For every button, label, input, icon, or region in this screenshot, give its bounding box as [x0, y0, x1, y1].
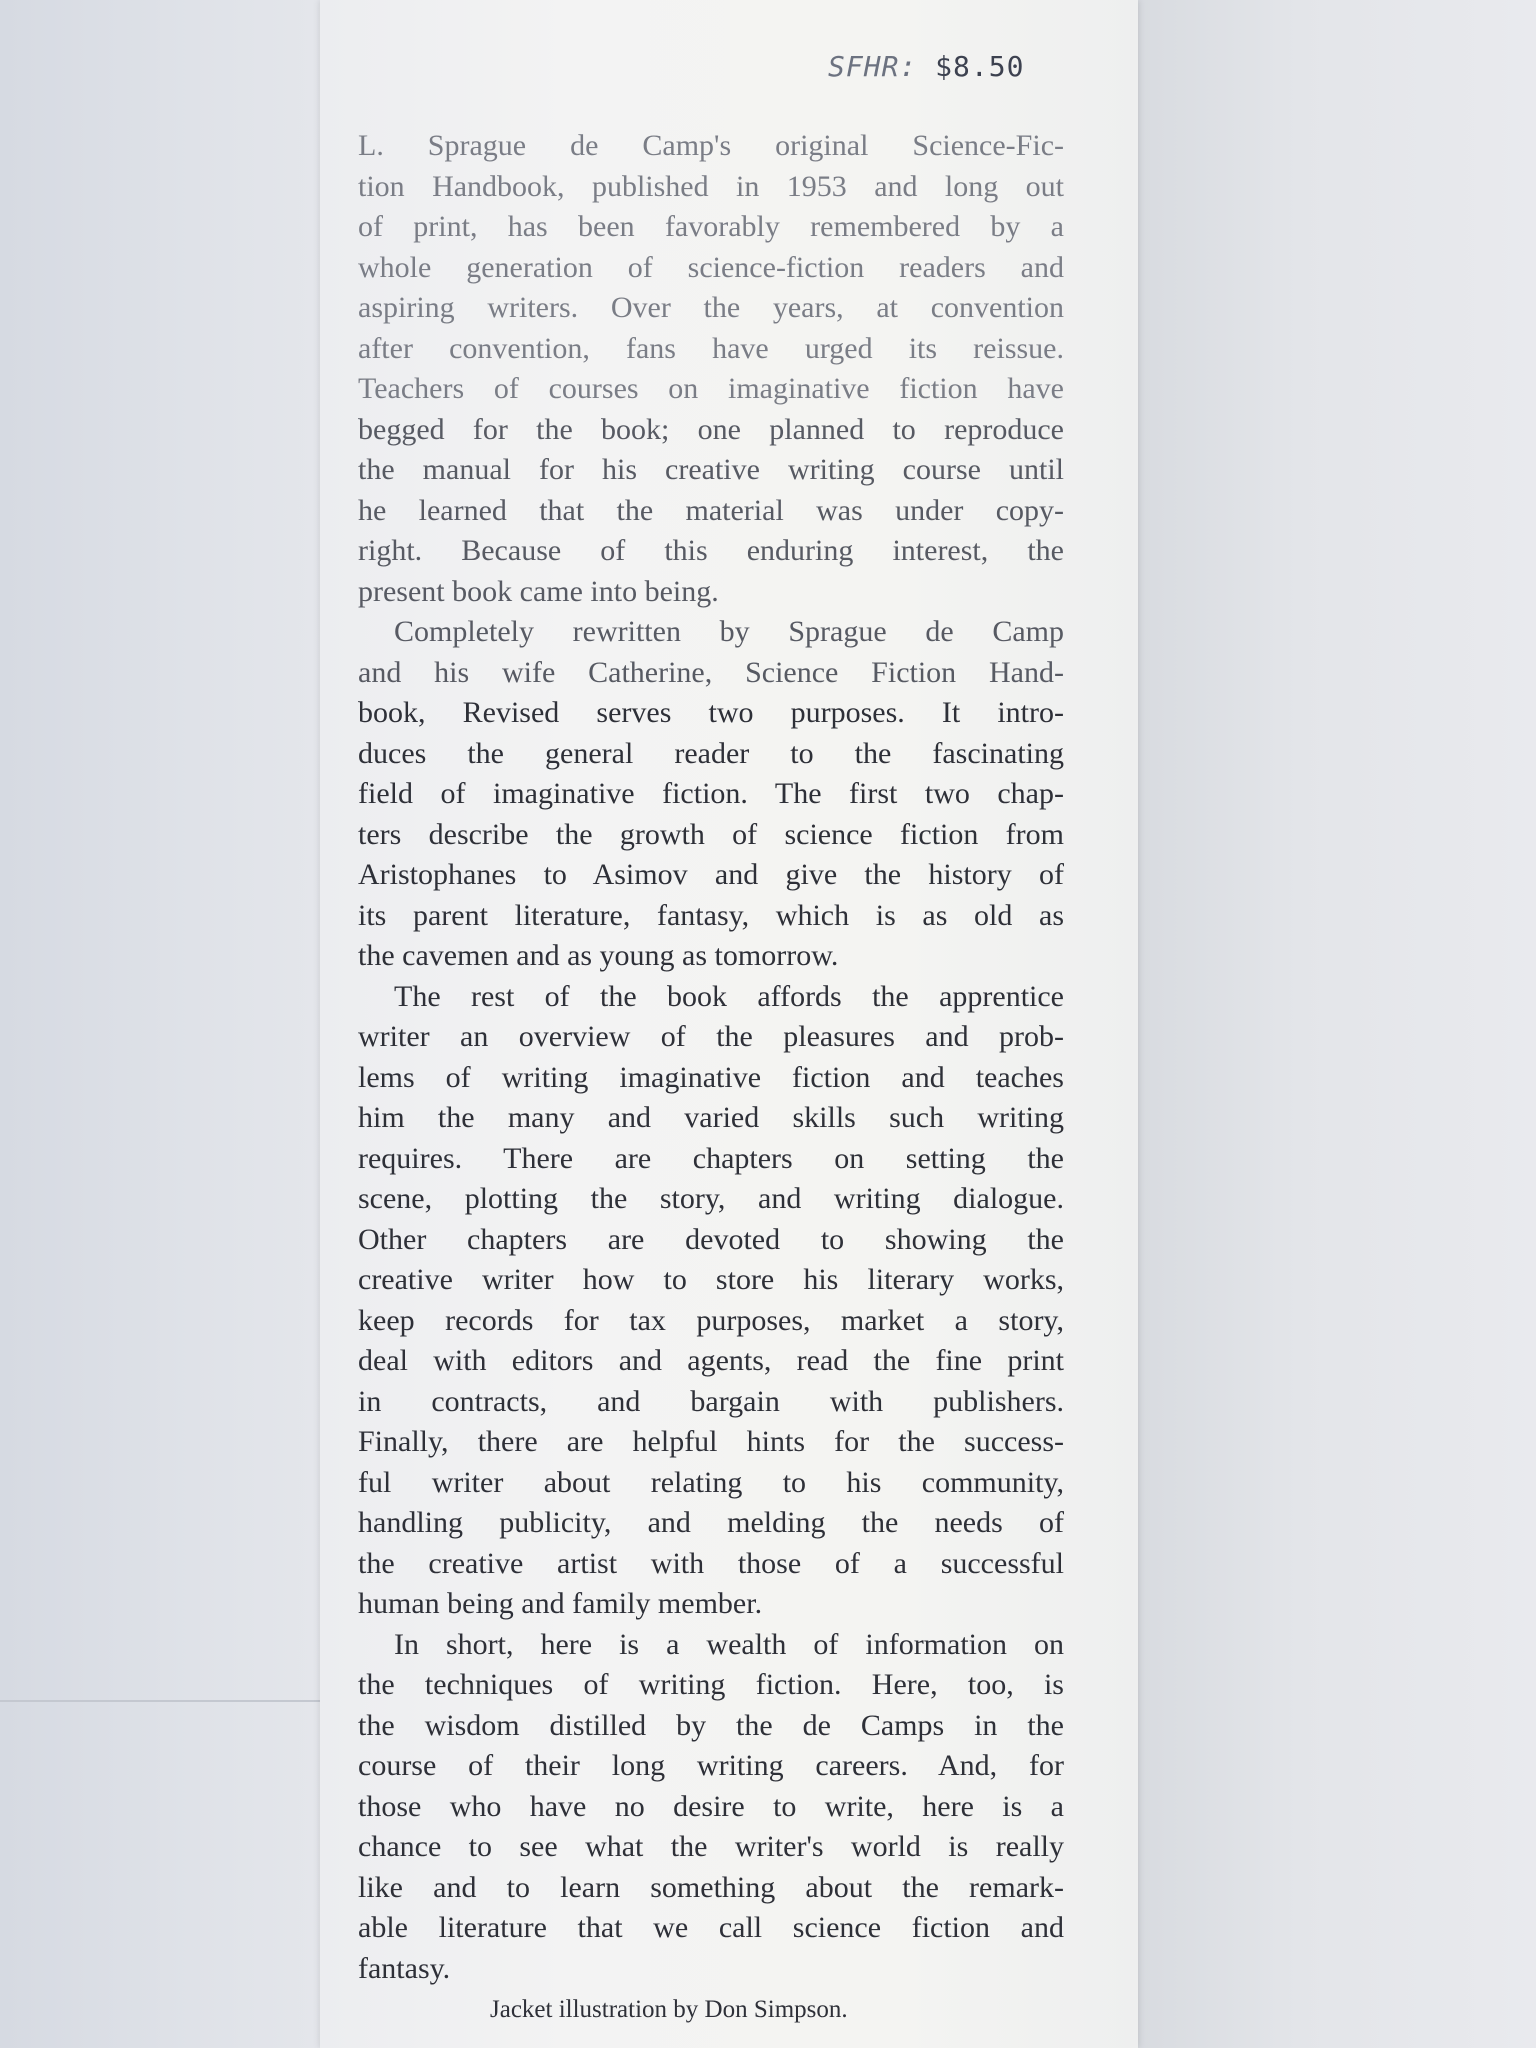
text-line: and his wife Catherine, Science Fiction Hand- — [358, 655, 1064, 689]
text-line: ful writer about relating to his community, — [358, 1465, 1064, 1499]
text-line: duces the general reader to the fascinating — [358, 736, 1064, 770]
text-line: creative writer how to store his literary works, — [358, 1263, 1064, 1296]
text-line: Completely rewritten by Sprague de Camp — [394, 615, 1064, 648]
text-line: in contracts, and bargain with publishers. — [358, 1384, 1064, 1418]
text-line: human being and family member. — [358, 1587, 763, 1620]
text-line: deal with editors and agents, read the fine print — [358, 1344, 1064, 1377]
price-amount: $8.50 — [935, 50, 1025, 83]
text-line: Finally, there are helpful hints for the success- — [358, 1425, 1064, 1458]
text-line: handling publicity, and melding the needs of — [358, 1506, 1064, 1539]
text-line: the creative artist with those of a successful — [358, 1546, 1064, 1580]
text-line: those who have no desire to write, here is a — [358, 1789, 1064, 1823]
text-line: present book came into being. — [358, 574, 719, 608]
price-label — [828, 50, 1078, 94]
text-line: he learned that the material was under copy- — [358, 493, 1064, 527]
text-line: ters describe the growth of science fiction from — [358, 817, 1064, 851]
price-code: SFHR: — [828, 50, 918, 83]
text-line: able literature that we call science fiction and — [358, 1911, 1064, 1944]
text-line: chance to see what the writer's world is really — [358, 1830, 1064, 1863]
text-line: field of imaginative fiction. The first two chap- — [358, 777, 1064, 810]
text-line: keep records for tax purposes, market a story, — [358, 1303, 1064, 1337]
text-line: begged for the book; one planned to reproduce — [358, 412, 1064, 446]
text-line: him the many and varied skills such writing — [358, 1101, 1064, 1134]
text-line: like and to learn something about the remark- — [358, 1870, 1064, 1904]
text-line: Other chapters are devoted to showing the — [358, 1222, 1064, 1256]
illustration-credit: Jacket illustration by Don Simpson. — [490, 1996, 848, 2023]
text-line: L. Sprague de Camp's original Science-Fic- — [358, 129, 1064, 162]
text-line: the wisdom distilled by the de Camps in the — [358, 1708, 1064, 1742]
background-left — [0, 0, 320, 2048]
background-right — [1138, 0, 1536, 2048]
text-line: whole generation of science-fiction readers and — [358, 250, 1064, 284]
text-line: course of their long writing careers. And, for — [358, 1749, 1064, 1782]
text-line: fantasy. — [358, 1951, 451, 1985]
text-line: book, Revised serves two purposes. It intro- — [358, 696, 1064, 729]
text-line: the manual for his creative writing course until — [358, 453, 1064, 486]
text-line: its parent literature, fantasy, which is as old as — [358, 898, 1064, 932]
text-line: the cavemen and as young as tomorrow. — [358, 939, 839, 972]
text-line: In short, here is a wealth of information on — [394, 1627, 1064, 1661]
text-line: lems of writing imaginative fiction and teaches — [358, 1060, 1064, 1094]
background-edge — [0, 1700, 320, 1702]
text-line: Teachers of courses on imaginative fiction have — [358, 372, 1064, 405]
text-line: Aristophanes to Asimov and give the history of — [358, 858, 1064, 891]
text-line: aspiring writers. Over the years, at convention — [358, 291, 1064, 324]
text-line: the techniques of writing fiction. Here, too, is — [358, 1668, 1064, 1701]
text-line: after convention, fans have urged its reissue. — [358, 331, 1064, 365]
flap-copy — [358, 126, 1064, 2036]
text-line: tion Handbook, published in 1953 and long out — [358, 169, 1064, 203]
text-line: requires. There are chapters on setting the — [358, 1141, 1064, 1175]
text-line: right. Because of this enduring interest, the — [358, 534, 1064, 567]
text-line: The rest of the book affords the apprentice — [394, 979, 1064, 1013]
text-line: writer an overview of the pleasures and prob- — [358, 1020, 1064, 1053]
text-line: of print, has been favorably remembered by a — [358, 210, 1064, 243]
text-line: scene, plotting the story, and writing dialogue. — [358, 1182, 1064, 1215]
